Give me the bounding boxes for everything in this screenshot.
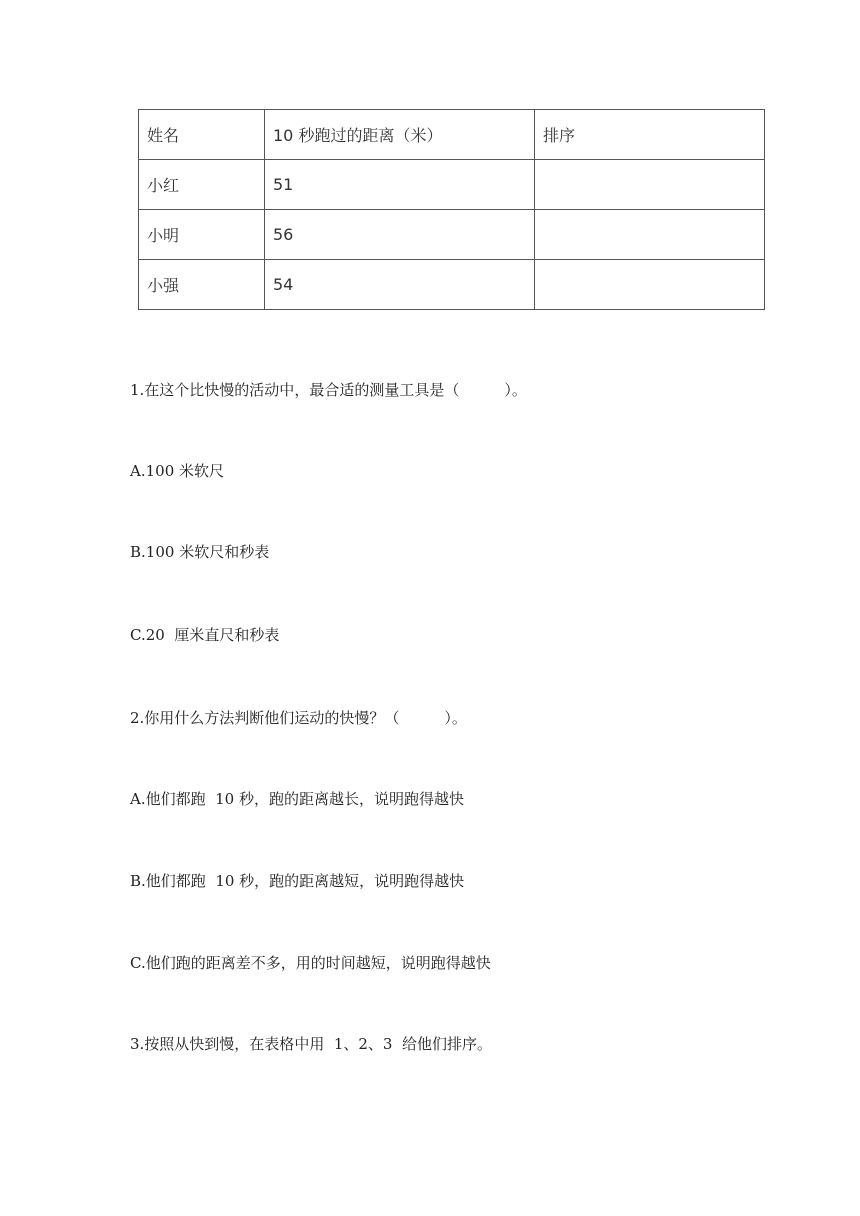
question-2-option-c[interactable]: C.他们跑的距离差不多，用的时间越短，说明跑得越快	[130, 954, 491, 972]
table-row	[139, 260, 765, 310]
question-1-option-c[interactable]: C.20 厘米直尺和秒表	[130, 626, 280, 644]
question-2-option-b[interactable]: B.他们都跑 10 秒，跑的距离越短，说明跑得越快	[130, 872, 465, 890]
cell-distance: 56	[265, 210, 535, 260]
cell-name: 小强	[139, 260, 265, 310]
question-2-text: 2.你用什么方法判断他们运动的快慢？（ ）。	[130, 709, 467, 727]
table-row	[139, 210, 765, 260]
question-1-text: 1.在这个比快慢的活动中，最合适的测量工具是（ ）。	[130, 381, 527, 399]
header-distance: 10 秒跑过的距离（米）	[265, 110, 535, 160]
header-name: 姓名	[139, 110, 265, 160]
table-row	[139, 160, 765, 210]
question-1-option-a[interactable]: A.100 米软尺	[130, 462, 224, 480]
cell-distance: 51	[265, 160, 535, 210]
header-rank: 排序	[535, 110, 765, 160]
running-distance-table	[138, 109, 765, 310]
cell-name: 小红	[139, 160, 265, 210]
cell-rank[interactable]	[535, 260, 765, 310]
cell-distance: 54	[265, 260, 535, 310]
table-header-row	[139, 110, 765, 160]
cell-name: 小明	[139, 210, 265, 260]
question-1-option-b[interactable]: B.100 米软尺和秒表	[130, 543, 270, 561]
cell-rank[interactable]	[535, 210, 765, 260]
question-3-text: 3.按照从快到慢，在表格中用 1、2、3 给他们排序。	[130, 1035, 493, 1053]
cell-rank[interactable]	[535, 160, 765, 210]
question-2-option-a[interactable]: A.他们都跑 10 秒，跑的距离越长，说明跑得越快	[130, 790, 464, 808]
